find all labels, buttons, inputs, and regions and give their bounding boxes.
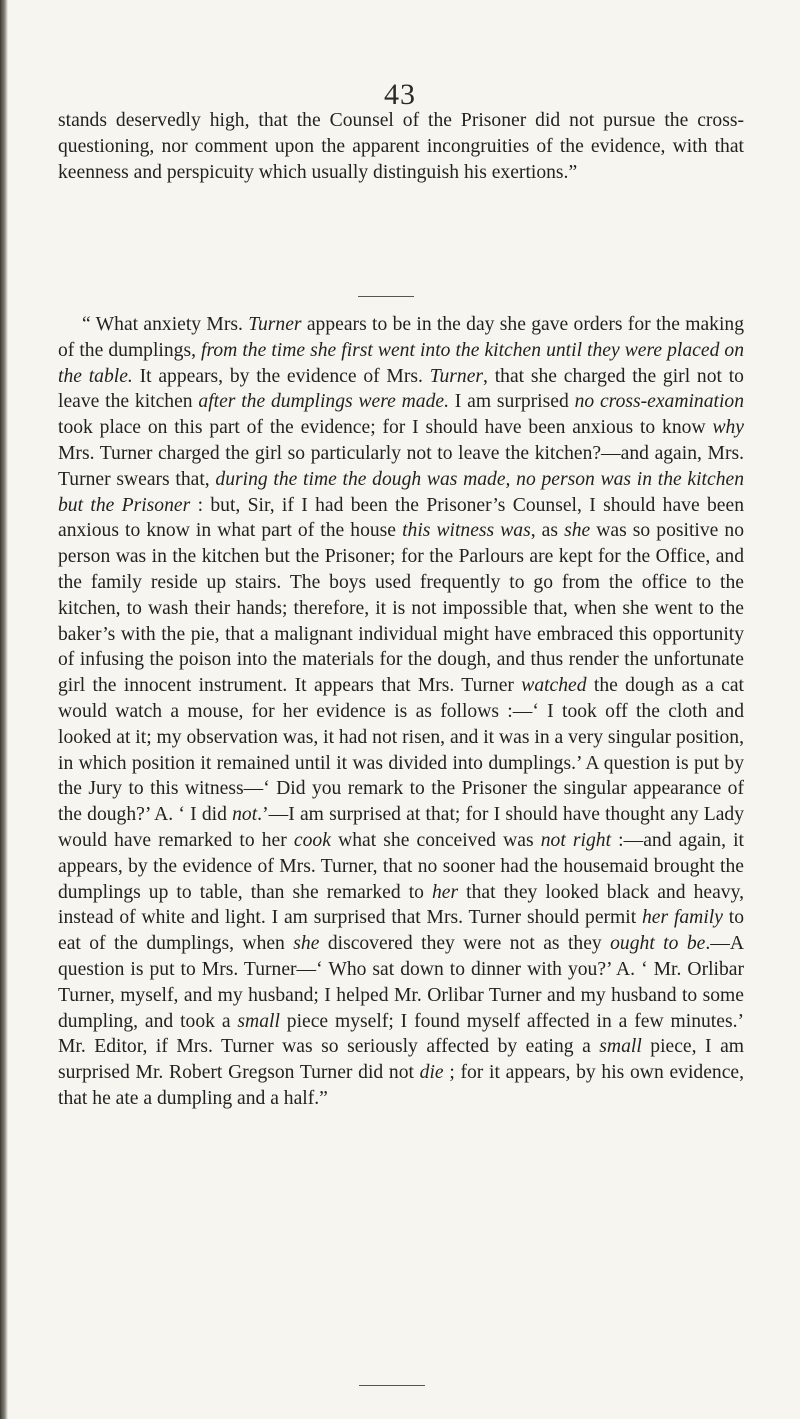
italic-run: she: [293, 933, 320, 955]
italic-run: ought to be: [610, 933, 706, 955]
text-run: .’—I am surprised at that; for I should have thought any Lady would have remarked to her: [58, 804, 744, 851]
paragraph-text: stands deservedly high, that the Counsel of the Prisoner did not pursue the cross-questioning, nor comment upon the apparent incongruities of the evidence, with that keenness and perspicuity which usually distinguish his exertions.”: [58, 110, 744, 183]
italic-run: she: [564, 520, 591, 542]
text-run: that they looked black and heavy, instead of white and light. I am surprised that Mrs. Turner should permit: [58, 881, 744, 929]
text-run: the dough as a cat would watch a mouse, for her evidence is as follows :—‘ I took off the cloth and looked at it; my observation was, it had not risen, and it was in a very singular position, in which position it remained until it was divided into dumplings.’ A question is put by the Jury to this witness—‘ Did you remark to the Prisoner the singular appearance of the dough?’ A. ‘ I did: [58, 675, 744, 826]
text-run: took place on this part of the evidence; for I should have been anxious to know: [58, 417, 713, 439]
text-run: what she conceived was: [330, 829, 541, 851]
section-divider: [359, 1385, 425, 1386]
italic-run: no cross-examination: [574, 391, 745, 413]
paragraph-continuation: [58, 108, 744, 185]
text-run: Mrs. Turner charged the girl so particularly not to leave the kitchen?—and again, Mrs. Turner swears that,: [58, 442, 744, 490]
italic-run: not right: [540, 829, 612, 851]
italic-run: Turner: [248, 314, 302, 335]
page-edge-shadow: [0, 0, 8, 1419]
italic-run: small: [237, 1010, 280, 1032]
italic-run: this witness was: [402, 520, 531, 542]
page-number: 43: [384, 78, 416, 111]
paragraph-text: [58, 312, 744, 1112]
italic-run: not: [232, 804, 258, 826]
text-run: was so positive no person was in the kitchen but the Prisoner; for the Parlours are kept for the Office, and the family reside up stairs. The boys used frequently to go from the office to the kitchen, to wash their hands; therefore, it is not impossible that, when she went to the baker’s with the pie, that a malignant individual might have embraced this opportunity of infusing the poison into the materials for the dough, and thus render the unfortunate girl the innocent instrument. It appears that Mrs. Turner: [58, 520, 744, 697]
text-run: :—and again, it appears, by the evidence of Mrs. Turner, that no sooner had the housemaid brought the dumplings up to table, than she remarked to: [58, 829, 745, 903]
paragraph-letter: [58, 312, 744, 1112]
text-run: : but, Sir, if I had been the Prisoner’s Counsel, I should have been anxious to know in what part of the house: [58, 494, 744, 542]
italic-run: cook: [293, 829, 331, 851]
italic-run: why: [712, 417, 744, 439]
text-run: , that she charged the girl not to leave the kitchen: [58, 365, 744, 413]
text-run: appears to be in the day she gave orders for the making of the dumplings,: [58, 314, 744, 361]
text-run: It appears, by the evidence of Mrs.: [132, 365, 430, 387]
section-divider: [358, 296, 414, 297]
text-run: discovered they were not as they: [319, 933, 611, 955]
italic-run: from the time she first went into the kitchen until they were placed on the table.: [58, 339, 744, 387]
text-run: to eat of the dumplings, when: [58, 907, 744, 955]
text-run: , as: [530, 520, 565, 542]
italic-run: her family: [642, 907, 723, 929]
italic-run: her: [432, 881, 459, 903]
italic-run: small: [599, 1036, 642, 1058]
italic-run: die: [419, 1062, 444, 1084]
italic-run: watched: [521, 675, 587, 697]
text-run: ; for it appears, by his own evidence, that he ate a dumpling and a half.”: [58, 1062, 744, 1109]
text-run: piece, I am surprised Mr. Robert Gregson Turner did not: [58, 1036, 745, 1084]
italic-run: during the time the dough was made, no person was in the kitchen but the Prisoner: [58, 468, 744, 516]
text-run: I am surprised: [448, 391, 575, 413]
text-run: piece myself; I found myself affected in a few minutes.’ Mr. Editor, if Mrs. Turner was so seriously affected by eating a: [58, 1010, 744, 1058]
text-run: “ What anxiety Mrs.: [82, 314, 249, 335]
italic-run: Turner: [429, 365, 484, 387]
italic-run: after the dumplings were made.: [198, 391, 449, 413]
text-run: .—A question is put to Mrs. Turner—‘ Who sat down to dinner with you?’ A. ‘ Mr. Orlibar Turner, myself, and my husband; I helped Mr. Orlibar Turner and my husband to some dumpling, and took a: [58, 933, 744, 1032]
